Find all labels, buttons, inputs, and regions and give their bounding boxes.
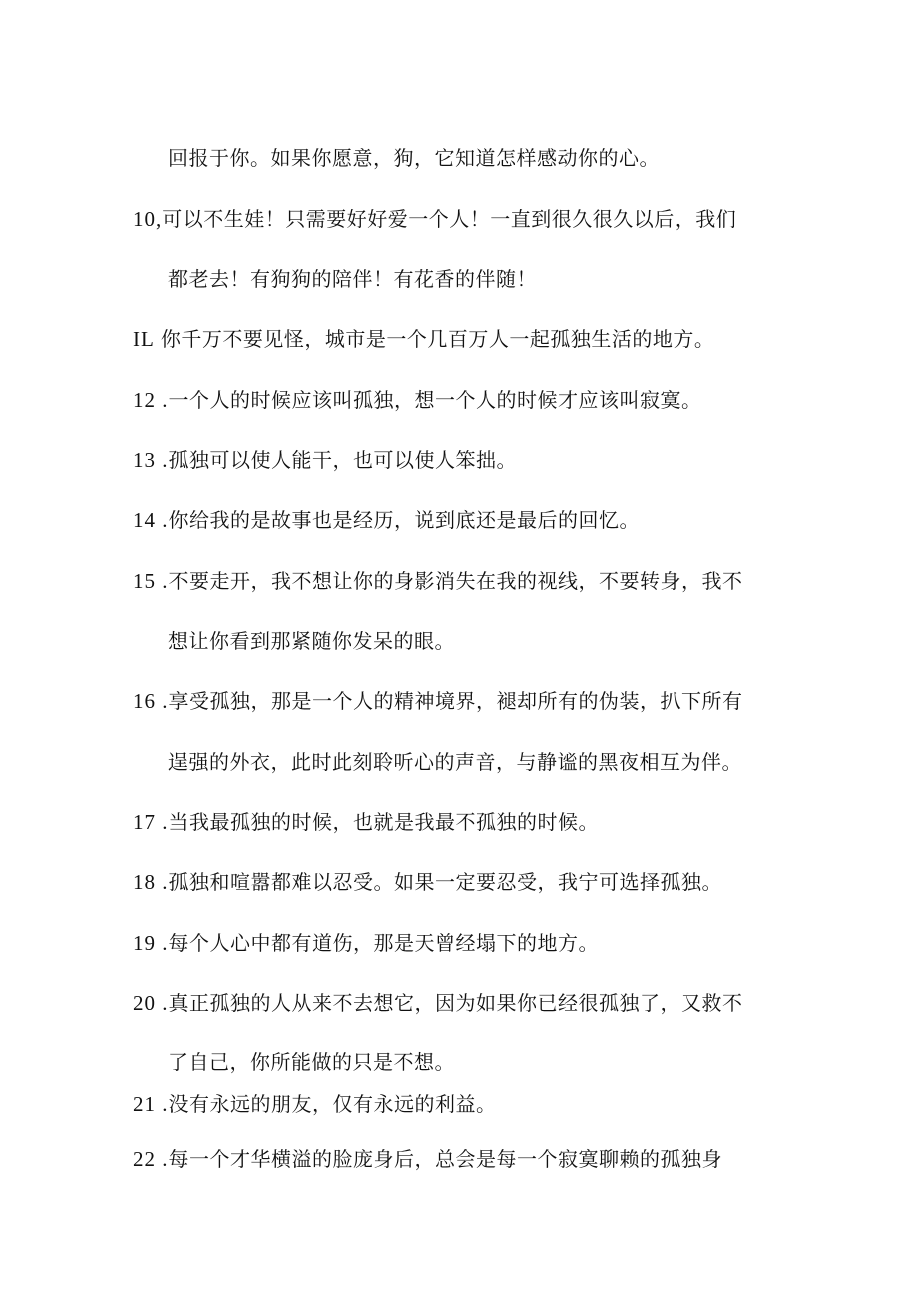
text-line-continuation <box>168 265 537 293</box>
item-number: 13 . <box>133 448 169 472</box>
item-number: 12 . <box>133 388 169 412</box>
item-number: 16 . <box>133 689 169 713</box>
item-number: 15 . <box>133 569 169 593</box>
text-line-continuation <box>168 627 455 655</box>
line-text: 享受孤独，那是一个人的精神境界，褪却所有的伪装，扒下所有 <box>168 689 743 713</box>
list-item-13 <box>133 446 517 474</box>
line-text: 真正孤独的人从来不去想它，因为如果你已经很孤独了，又救不 <box>168 991 743 1015</box>
list-item-21 <box>133 1090 497 1118</box>
item-number: 18 . <box>133 870 169 894</box>
item-number: 14 . <box>133 508 169 532</box>
item-number: 19 . <box>133 931 169 955</box>
line-text: 没有永远的朋友，仅有永远的利益。 <box>168 1092 497 1116</box>
list-item-14 <box>133 506 640 534</box>
item-number: 21 . <box>133 1092 169 1116</box>
line-text: 孤独和喧嚣都难以忍受。如果一定要忍受，我宁可选择孤独。 <box>168 870 722 894</box>
item-number: 10, <box>133 207 163 231</box>
line-text: 回报于你。如果你愿意，狗，它知道怎样感动你的心。 <box>168 146 660 170</box>
list-item-10 <box>133 205 736 233</box>
line-text: 你给我的是故事也是经历，说到底还是最后的回忆。 <box>168 508 640 532</box>
list-item-11 <box>133 325 714 353</box>
line-text: 一个人的时候应该叫孤独，想一个人的时候才应该叫寂寞。 <box>168 388 702 412</box>
item-number: 22 . <box>133 1147 169 1171</box>
list-item-18 <box>133 868 722 896</box>
item-number: 17 . <box>133 810 169 834</box>
item-number: 20 . <box>133 991 169 1015</box>
list-item-22 <box>133 1145 722 1173</box>
text-line-continuation <box>168 144 660 172</box>
text-line-continuation <box>168 748 742 776</box>
line-text: 当我最孤独的时候，也就是我最不孤独的时候。 <box>168 810 599 834</box>
line-text: 不要走开，我不想让你的身影消失在我的视线，不要转身，我不 <box>168 569 743 593</box>
list-item-17 <box>133 808 599 836</box>
line-text: 想让你看到那紧随你发呆的眼。 <box>168 629 455 653</box>
list-item-15 <box>133 567 743 595</box>
item-number: IL <box>133 327 155 351</box>
line-text: 了自己，你所能做的只是不想。 <box>168 1050 455 1074</box>
list-item-20 <box>133 989 743 1017</box>
text-line-continuation <box>168 1048 455 1076</box>
list-item-16 <box>133 687 743 715</box>
line-text: 逞强的外衣，此时此刻聆听心的声音，与静谧的黑夜相互为伴。 <box>168 750 742 774</box>
list-item-19 <box>133 929 599 957</box>
line-text: 可以不生娃！只需要好好爱一个人！一直到很久很久以后，我们 <box>162 207 737 231</box>
line-text: 都老去！有狗狗的陪伴！有花香的伴随！ <box>168 267 537 291</box>
line-text: 每个人心中都有道伤，那是天曾经塌下的地方。 <box>168 931 599 955</box>
line-text: 孤独可以使人能干，也可以使人笨拙。 <box>168 448 517 472</box>
line-text: 你千万不要见怪，城市是一个几百万人一起孤独生活的地方。 <box>160 327 715 351</box>
list-item-12 <box>133 386 702 414</box>
line-text: 每一个才华横溢的脸庞身后，总会是每一个寂寞聊赖的孤独身 <box>168 1147 722 1171</box>
